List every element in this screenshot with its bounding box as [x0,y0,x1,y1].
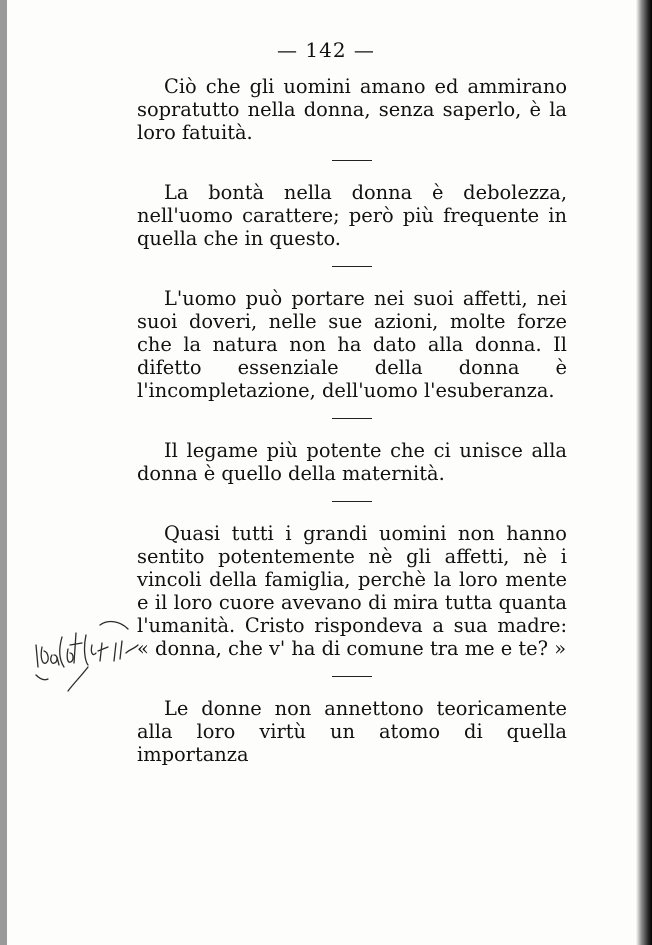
separator-rule [332,676,372,677]
page-right-edge [636,0,652,945]
page-number: — 142 — [277,38,375,62]
separator-rule [332,418,372,419]
paragraph-5: Quasi tutti i grandi uomini non hanno sentito potentemente nè gli affetti, nè i vincoli della famiglia, perchè la loro mente e il loro cuore avevano di mira tutta quanta l'umanità. Cristo rispondeva a sua madre: « donna, che v' ha di comune tra me e te? » [137,522,567,660]
paragraph-4: Il legame più potente che ci unisce alla donna è quello della maternità. [137,439,567,485]
paragraph-6: Le donne non annettono teoricamente alla loro virtù un atomo di quella importanza [137,697,567,766]
separator-rule [332,266,372,267]
paragraph-1: Ciò che gli uomini amano ed ammirano sopratutto nella donna, senza saperlo, è la loro fatuità. [137,75,567,144]
page-body [137,75,567,766]
handwritten-annotation [30,605,150,700]
separator-rule [332,160,372,161]
paragraph-2: La bontà nella donna è debolezza, nell'uomo carattere; però più frequente in quella che in questo. [137,181,567,250]
page-left-edge [0,0,7,945]
separator-rule [332,501,372,502]
paragraph-3: L'uomo può portare nei suoi affetti, nei suoi doveri, nelle sue azioni, molte forze che la natura non ha dato alla donna. Il difetto essenziale della donna è l'incompletazione, dell'uomo l'esuberanza. [137,287,567,402]
